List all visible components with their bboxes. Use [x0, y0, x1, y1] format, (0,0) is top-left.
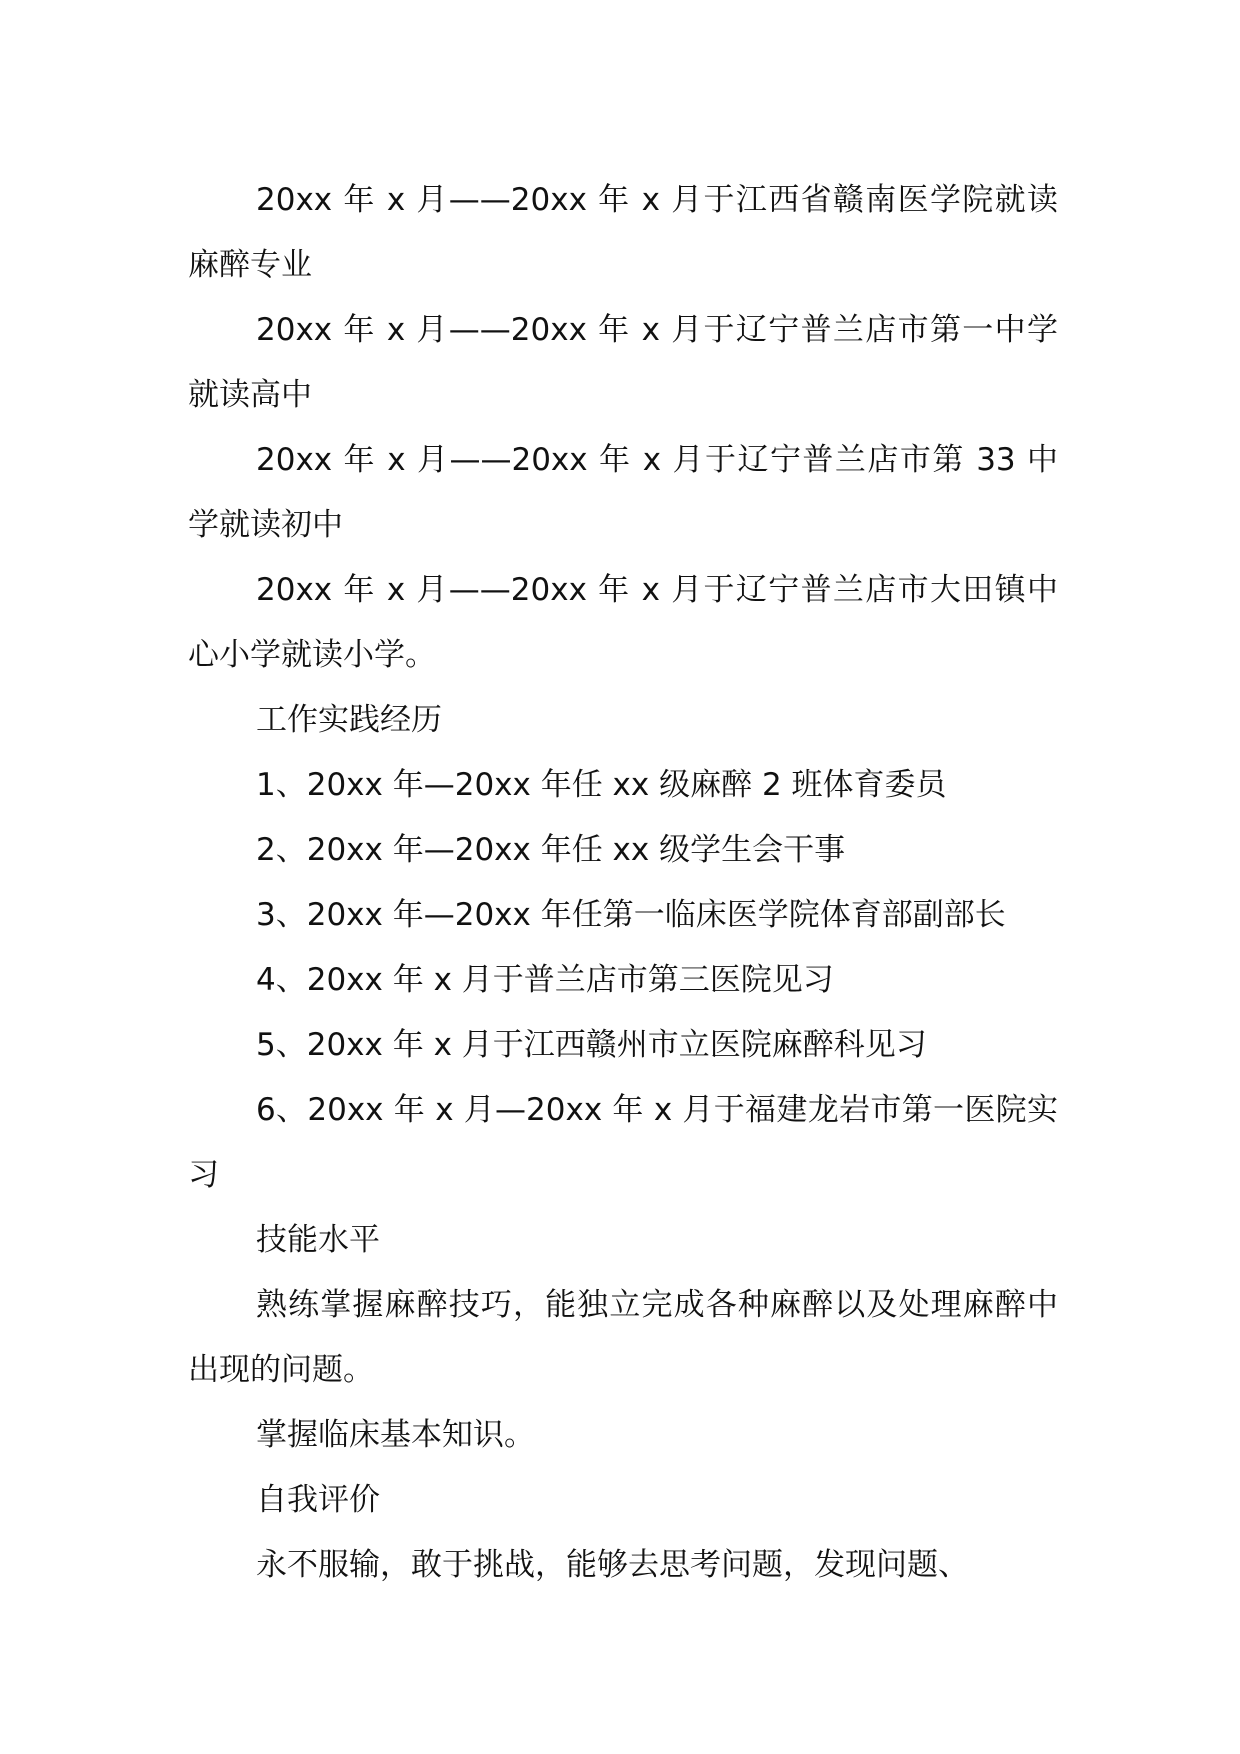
document-body [188, 168, 1058, 1598]
skills-text-1: 熟练掌握麻醉技巧，能独立完成各种麻醉以及处理麻醉中出现的问题。 [188, 1287, 1058, 1388]
work-item-1: 1、20xx 年—20xx 年任 xx 级麻醉 2 班体育委员 [256, 767, 947, 803]
section-heading-self-evaluation: 自我评价 [256, 1482, 380, 1518]
education-entry-middle-school: 20xx 年 x 月——20xx 年 x 月于辽宁普兰店市第 33 中学就读初中 [188, 442, 1058, 543]
work-item-4: 4、20xx 年 x 月于普兰店市第三医院见习 [256, 962, 834, 998]
education-entry-high-school: 20xx 年 x 月——20xx 年 x 月于辽宁普兰店市第一中学就读高中 [188, 312, 1058, 413]
self-evaluation-text: 永不服输，敢于挑战，能够去思考问题，发现问题、 [256, 1547, 969, 1583]
education-entry-university: 20xx 年 x 月——20xx 年 x 月于江西省赣南医学院就读麻醉专业 [188, 182, 1058, 283]
education-entry-primary-school: 20xx 年 x 月——20xx 年 x 月于辽宁普兰店市大田镇中心小学就读小学。 [188, 572, 1058, 673]
section-heading-skills: 技能水平 [256, 1222, 380, 1258]
section-heading-work-experience: 工作实践经历 [256, 702, 442, 738]
work-item-6: 6、20xx 年 x 月—20xx 年 x 月于福建龙岩市第一医院实习 [188, 1092, 1058, 1193]
work-item-5: 5、20xx 年 x 月于江西赣州市立医院麻醉科见习 [256, 1027, 927, 1063]
skills-text-2: 掌握临床基本知识。 [256, 1417, 535, 1453]
work-item-3: 3、20xx 年—20xx 年任第一临床医学院体育部副部长 [256, 897, 1006, 933]
work-item-2: 2、20xx 年—20xx 年任 xx 级学生会干事 [256, 832, 846, 868]
